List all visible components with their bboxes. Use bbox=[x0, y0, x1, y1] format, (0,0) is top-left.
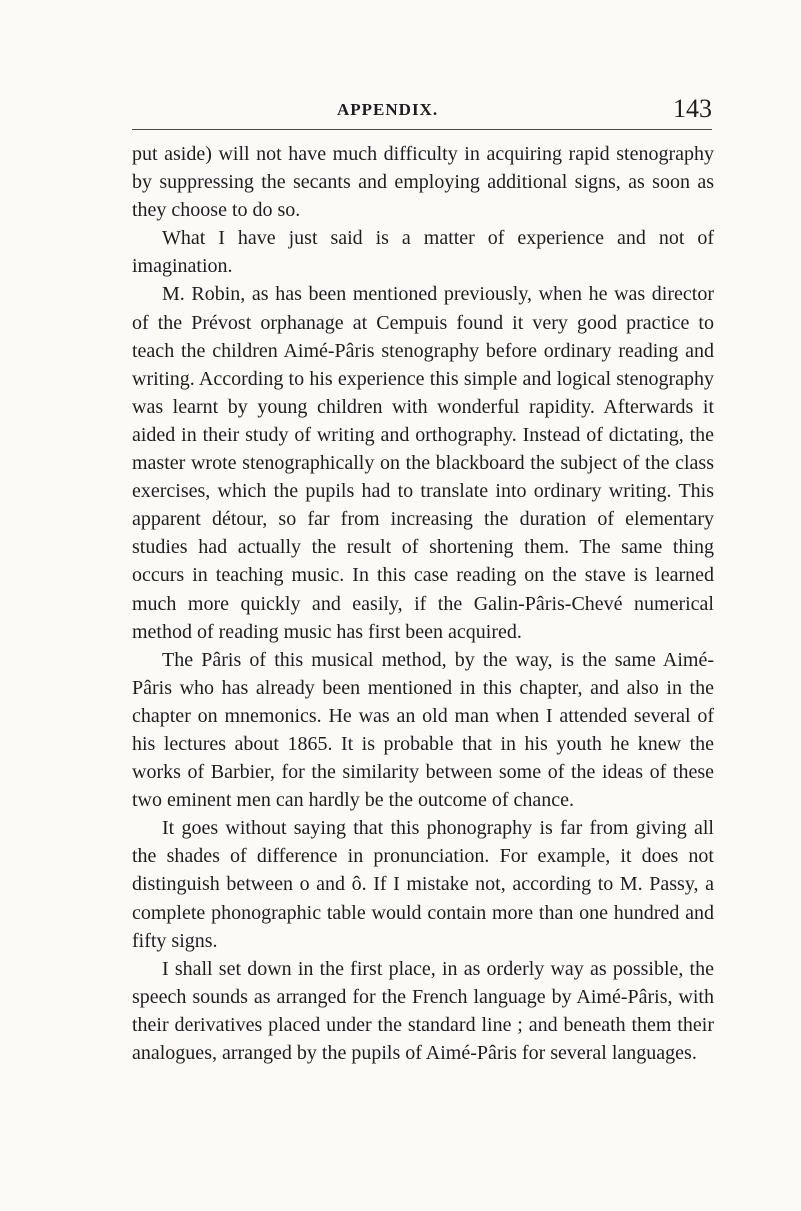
page-header bbox=[132, 94, 712, 128]
paragraph: It goes without saying that this phonography is far from giving all the shades of difference in pronunciation. For example, it does not distinguish between o and ô. If I mistake not, according to M. Passy, a complete phonographic table would contain more than one hundred and fifty signs. bbox=[132, 817, 714, 952]
paragraph: I shall set down in the first place, in as orderly way as possible, the speech sounds as arranged for the French language by Aimé-Pâris, with their derivatives placed under the standard line ; and beneath them their analogues, arranged by the pupils of Aimé-Pâris for several languages. bbox=[132, 957, 714, 1064]
paragraph: What I have just said is a matter of experience and not of imagination. bbox=[132, 227, 714, 278]
running-head: APPENDIX. bbox=[337, 100, 439, 119]
body-text bbox=[132, 140, 714, 1067]
paragraph: M. Robin, as has been mentioned previously, when he was director of the Prévost orphanage at Cempuis found it very good practice to teach the children Aimé-Pâris stenography before ordinary reading and writing. According to his experience this simple and logical stenography was learnt by young children with wonderful rapidity. Afterwards it aided in their study of writing and orthography. Instead of dictating, the master wrote stenographically on the blackboard the subject of the class exercises, which the pupils had to translate into ordinary writing. This apparent détour, so far from increasing the duration of elementary studies had actually the result of shortening them. The same thing occurs in teaching music. In this case reading on the stave is learned much more quickly and easily, if the Galin-Pâris-Chevé numerical method of reading music has first been acquired. bbox=[132, 283, 714, 643]
paragraph: The Pâris of this musical method, by the way, is the same Aimé-Pâris who has already been mentioned in this chapter, and also in the chapter on mnemonics. He was an old man when I attended several of his lectures about 1865. It is probable that in his youth he knew the works of Barbier, for the similarity between some of the ideas of these two eminent men can hardly be the outcome of chance. bbox=[132, 648, 714, 812]
page-number: 143 bbox=[673, 94, 712, 123]
header-rule bbox=[132, 129, 712, 130]
paragraph-continuation: put aside) will not have much difficulty in acquiring rapid stenography by suppressing the secants and employing additional signs, as soon as they choose to do so. bbox=[132, 143, 714, 222]
